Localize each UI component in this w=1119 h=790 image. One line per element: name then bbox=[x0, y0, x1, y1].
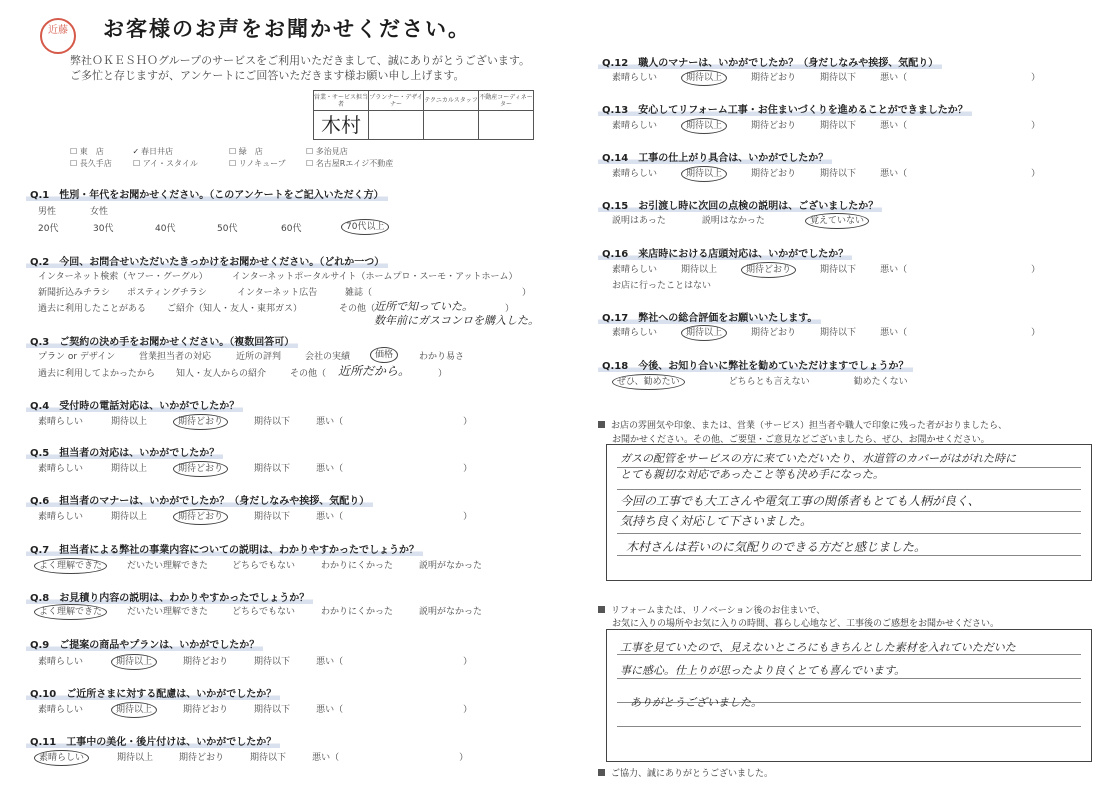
staff-name-technical[interactable] bbox=[424, 111, 479, 140]
q10-rating-options[interactable]: 素晴らしい 期待以上 期待どおり 期待以下 悪い（ ） bbox=[38, 702, 472, 715]
q3-handwriting: 近所だから。 bbox=[338, 364, 411, 378]
q2-option[interactable]: インターネット検索（ヤフー・グーグル） bbox=[38, 272, 208, 282]
staff-head-realestate: 不動産コーディネーター bbox=[479, 91, 534, 111]
q15-options[interactable]: 説明はあった 説明はなかった 覚えていない bbox=[612, 213, 869, 226]
q8-understanding-options[interactable]: よく理解できた だいたい理解できた どちらでもない わかりにくかった 説明がなかった bbox=[38, 604, 482, 617]
q3-option-other[interactable]: その他（ ） bbox=[290, 369, 448, 379]
q2-option[interactable]: ご紹介（知人・友人・東邦ガス） bbox=[167, 304, 303, 314]
store-checkbox-checked[interactable]: ✓ 春日井店 bbox=[133, 147, 173, 157]
comment2-prompt-1: リフォームまたは、リノベーション後のお住まいで、 bbox=[598, 603, 825, 616]
staff-head-sales: 営業・サービス担当者 bbox=[314, 91, 369, 111]
footer-thanks: ご協力、誠にありがとうございました。 bbox=[598, 766, 773, 779]
q3-option[interactable]: わかり易さ bbox=[419, 352, 465, 362]
staff-head-technical: テクニカルスタッフ bbox=[424, 91, 479, 111]
q2-handwriting-2: 数年前にガスコンロを購入した。 bbox=[374, 314, 539, 327]
comment2-line-2: 事に感心。仕上りが思ったより良くとても喜んでいます。 bbox=[620, 664, 906, 677]
q1-option-female[interactable]: 女性 bbox=[90, 207, 109, 217]
q1-option-male[interactable]: 男性 bbox=[38, 207, 57, 217]
q1-age-60[interactable]: 60代 bbox=[281, 224, 302, 234]
staff-head-planner: プランナー・デザイナー bbox=[369, 91, 424, 111]
q2-option[interactable]: インターネット広告 bbox=[237, 288, 318, 298]
q4-rating-options[interactable]: 素晴らしい 期待以上 期待どおり 期待以下 悪い（ ） bbox=[38, 414, 472, 427]
q5-title: Q.5 担当者の対応は、いかがでしたか？ bbox=[26, 441, 223, 460]
q11-rating-options[interactable]: 素晴らしい 期待以上 期待どおり 期待以下 悪い（ ） bbox=[38, 750, 468, 763]
page-title: お客様のお声をお聞かせください。 bbox=[103, 17, 471, 41]
comment1-line-1: ガスの配管をサービスの方に来ていただいたり、水道管のカバーがはがれた時に bbox=[620, 452, 1016, 465]
store-checkbox[interactable]: ☐ 名古屋Rエイジ不動産 bbox=[306, 159, 394, 168]
q9-title: Q.9 ご提案の商品やプランは、いかがでしたか？ bbox=[26, 633, 263, 652]
q1-age-50[interactable]: 50代 bbox=[217, 224, 238, 234]
q1-age-30[interactable]: 30代 bbox=[93, 224, 114, 234]
intro-line-1: 弊社ＯＫＥＳＨＯグループのサービスをご利用いただきまして、誠にありがとうございます。 bbox=[70, 54, 531, 67]
q12-rating-options[interactable]: 素晴らしい 期待以上 期待どおり 期待以下 悪い（ ） bbox=[612, 70, 1040, 83]
q17-rating-options[interactable]: 素晴らしい 期待以上 期待どおり 期待以下 悪い（ ） bbox=[612, 325, 1040, 338]
q2-title: Q.2 今回、お問合せいただいたきっかけをお聞かせください。（どれか一つ） bbox=[26, 250, 388, 269]
q10-title: Q.10 ご近所さまに対する配慮は、いかがでしたか？ bbox=[26, 682, 280, 701]
q13-rating-options[interactable]: 素晴らしい 期待以上 期待どおり 期待以下 悪い（ ） bbox=[612, 118, 1040, 131]
q7-understanding-options[interactable]: よく理解できた だいたい理解できた どちらでもない わかりにくかった 説明がなかった bbox=[38, 558, 482, 571]
q15-title: Q.15 お引渡し時に次回の点検の説明は、ございましたか？ bbox=[598, 194, 882, 213]
q1-age-70-selected[interactable]: 70代以上 bbox=[345, 219, 389, 232]
q4-title: Q.4 受付時の電話対応は、いかがでしたか？ bbox=[26, 394, 243, 413]
q2-option-magazine[interactable]: 雑誌（ ） bbox=[345, 288, 532, 298]
comment1-line-2: とても親切な対応であったこと等も決め手になった。 bbox=[620, 468, 884, 481]
square-bullet-icon bbox=[598, 606, 605, 613]
q8-title: Q.8 お見積り内容の説明は、わかりやすかったでしょうか？ bbox=[26, 586, 313, 605]
store-checkbox[interactable]: ☐ 東 店 bbox=[70, 147, 104, 156]
q2-option[interactable]: 過去に利用したことがある bbox=[38, 304, 147, 314]
q1-title: Q.1 性別・年代をお聞かせください。（このアンケートをご記入いただく方） bbox=[26, 183, 388, 202]
store-checkbox[interactable]: ☐ 長久手店 bbox=[70, 159, 112, 168]
q16-no-visit-option[interactable]: お店に行ったことはない bbox=[612, 281, 712, 291]
q3-option[interactable]: 会社の実績 bbox=[305, 352, 351, 362]
seal-stamp bbox=[40, 18, 76, 54]
q7-title: Q.7 担当者による弊社の事業内容についての説明は、わかりやすかったでしょうか？ bbox=[26, 538, 423, 557]
seal-text: 近藤 bbox=[48, 25, 68, 36]
q18-options[interactable]: ぜひ、勧めたい どちらとも言えない 勧めたくない bbox=[612, 374, 908, 387]
staff-table bbox=[313, 90, 534, 140]
q6-title: Q.6 担当者のマナーは、いかがでしたか？（身だしなみや挨拶、気配り） bbox=[26, 489, 373, 508]
q3-option[interactable]: プラン or デザイン bbox=[38, 352, 116, 362]
comment2-line-3: ありがとうございました。 bbox=[630, 696, 762, 709]
store-checkbox[interactable]: ☐ 多治見店 bbox=[306, 147, 348, 156]
q13-title: Q.13 安心してリフォーム工事・お住まいづくりを進めることができましたか？ bbox=[598, 98, 972, 117]
square-bullet-icon bbox=[598, 421, 605, 428]
q14-title: Q.14 工事の仕上がり具合は、いかがでしたか？ bbox=[598, 146, 832, 165]
comment1-line-4: 気持ち良く対応して下さいました。 bbox=[620, 514, 813, 528]
comment2-prompt-2: お気に入りの場所やお気に入りの時間、暮らし心地など、工事後のご感想をお聞かせください。 bbox=[612, 619, 1000, 629]
store-checkbox[interactable]: ☐ リノキューブ bbox=[229, 159, 286, 168]
q2-option-other[interactable]: その他（ ） bbox=[339, 304, 515, 314]
q3-option[interactable]: 知人・友人からの紹介 bbox=[176, 369, 267, 379]
staff-name-planner[interactable] bbox=[369, 111, 424, 140]
staff-name-sales[interactable]: 木村 bbox=[314, 111, 369, 140]
q2-option[interactable]: ポスティングチラシ bbox=[127, 288, 207, 298]
q5-rating-options[interactable]: 素晴らしい 期待以上 期待どおり 期待以下 悪い（ ） bbox=[38, 461, 472, 474]
q3-option-price-selected[interactable]: 価格 bbox=[374, 347, 398, 360]
q3-option[interactable]: 営業担当者の対応 bbox=[139, 352, 212, 362]
comment1-line-3: 今回の工事でも大工さんや電気工事の関係者もとても人柄が良く、 bbox=[620, 494, 980, 508]
q1-age-40[interactable]: 40代 bbox=[155, 224, 176, 234]
comment1-line-5: 木村さんは若いのに気配りのできる方だと感じました。 bbox=[626, 540, 927, 554]
comment1-prompt-2: お聞かせください。その他、ご要望・ご意見などございましたら、ぜひ、お聞かせください。 bbox=[612, 435, 990, 445]
staff-name-realestate[interactable] bbox=[479, 111, 534, 140]
store-checkbox[interactable]: ☐ 緑 店 bbox=[229, 147, 263, 156]
q17-title: Q.17 弊社への総合評価をお願いいたします。 bbox=[598, 306, 821, 325]
q11-title: Q.11 工事中の美化・後片付けは、いかがでしたか？ bbox=[26, 730, 280, 749]
q12-title: Q.12 職人のマナーは、いかがでしたか？（身だしなみや挨拶、気配り） bbox=[598, 51, 942, 70]
q9-rating-options[interactable]: 素晴らしい 期待以上 期待どおり 期待以下 悪い（ ） bbox=[38, 654, 472, 667]
store-checkbox[interactable]: ☐ アイ・スタイル bbox=[133, 159, 198, 168]
intro-line-2: ご多忙と存じますが、アンケートにご回答いただきます様お願い申し上げます。 bbox=[70, 69, 465, 82]
q2-option[interactable]: インターネットポータルサイト（ホームプロ・スーモ・アットホーム） bbox=[232, 272, 518, 282]
q14-rating-options[interactable]: 素晴らしい 期待以上 期待どおり 期待以下 悪い（ ） bbox=[612, 166, 1040, 179]
q3-option[interactable]: 過去に利用してよかったから bbox=[38, 369, 156, 379]
q6-rating-options[interactable]: 素晴らしい 期待以上 期待どおり 期待以下 悪い（ ） bbox=[38, 509, 472, 522]
square-bullet-icon bbox=[598, 769, 605, 776]
q18-title: Q.18 今後、お知り合いに弊社を勧めていただけますでしょうか？ bbox=[598, 354, 913, 373]
q16-rating-options[interactable]: 素晴らしい 期待以上 期待どおり 期待以下 悪い（ ） bbox=[612, 262, 1040, 275]
q16-title: Q.16 来店時における店頭対応は、いかがでしたか？ bbox=[598, 242, 852, 261]
q3-option[interactable]: 近所の評判 bbox=[236, 352, 282, 362]
comment2-line-1: 工事を見ていたので、見えないところにもきちんとした素材を入れていただいた bbox=[620, 641, 1016, 654]
q2-handwriting-1: 近所で知っていた。 bbox=[374, 300, 473, 313]
q3-title: Q.3 ご契約の決め手をお聞かせください。（複数回答可） bbox=[26, 330, 298, 349]
q2-option[interactable]: 新聞折込みチラシ bbox=[38, 288, 111, 298]
comment1-prompt-1: お店の雰囲気や印象、または、営業（サービス）担当者や職人で印象に残った者がおりましたら、 bbox=[598, 418, 1007, 431]
q1-age-20[interactable]: 20代 bbox=[38, 224, 59, 234]
